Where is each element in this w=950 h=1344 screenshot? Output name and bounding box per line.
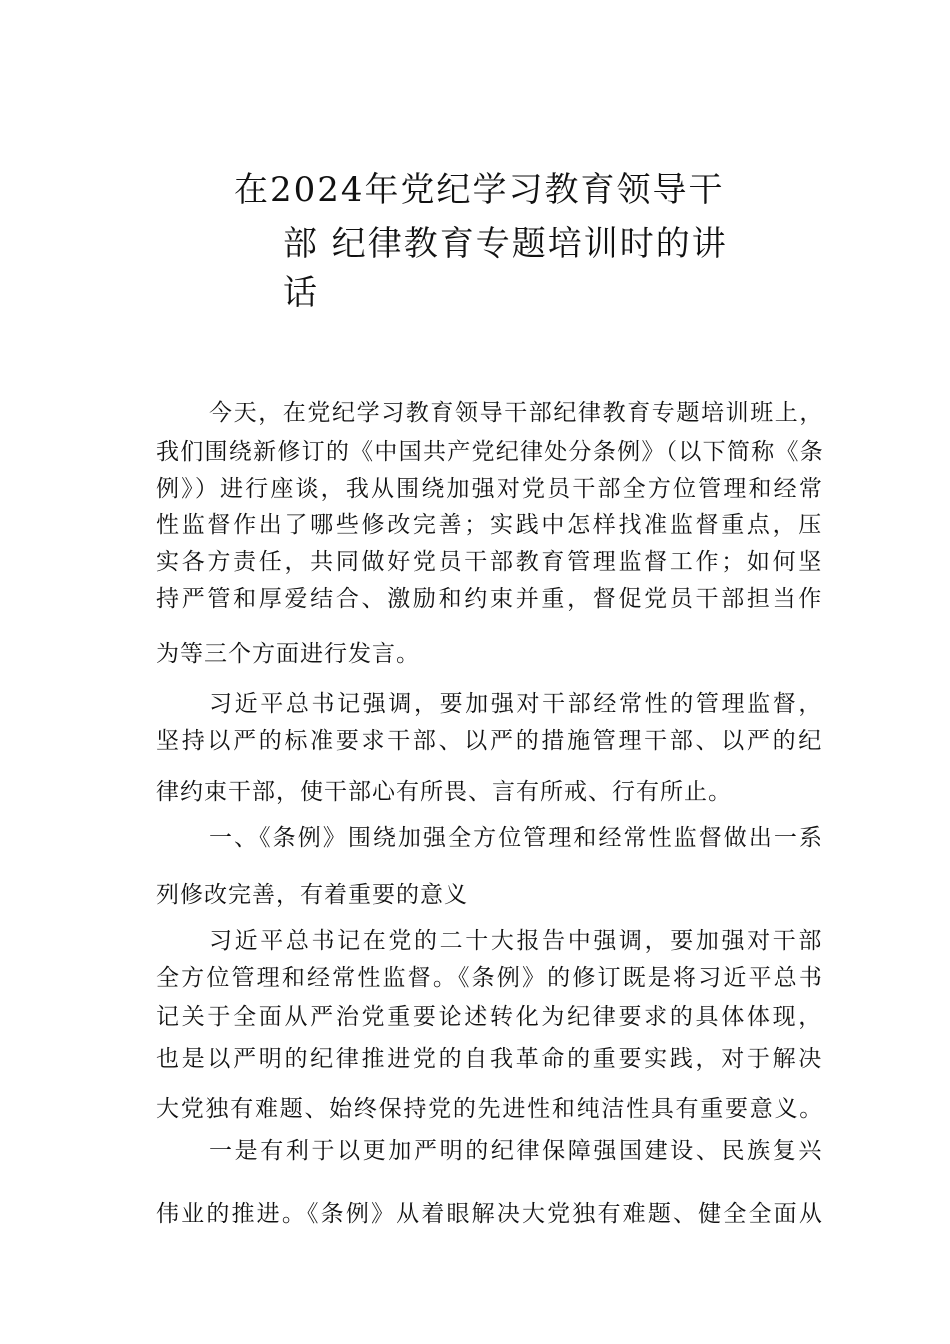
paragraph-line: 实各方责任，共同做好党员干部教育管理监督工作；如何坚 bbox=[156, 549, 824, 575]
title-line-3: 话 bbox=[283, 273, 319, 313]
paragraph-line: 持严管和厚爱结合、激励和约束并重，督促党员干部担当作 bbox=[156, 586, 824, 612]
paragraph-line: 一是有利于以更加严明的纪律保障强国建设、民族复兴 bbox=[209, 1138, 824, 1164]
paragraph-line: 伟业的推进。《条例》从着眼解决大党独有难题、健全全面从 bbox=[156, 1201, 824, 1227]
title-line-2: 部 纪律教育专题培训时的讲 bbox=[283, 224, 728, 264]
paragraph-line: 律约束干部，使干部心有所畏、言有所戒、行有所止。 bbox=[156, 779, 732, 805]
paragraph-line: 大党独有难题、始终保持党的先进性和纯洁性具有重要意义。 bbox=[156, 1096, 824, 1122]
paragraph-line: 为等三个方面进行发言。 bbox=[156, 641, 420, 667]
paragraph-line: 例》）进行座谈，我从围绕加强对党员干部全方位管理和经常 bbox=[156, 476, 824, 502]
paragraph-line: 记关于全面从严治党重要论述转化为纪律要求的具体体现， bbox=[156, 1004, 824, 1030]
paragraph-line: 也是以严明的纪律推进党的自我革命的重要实践，对于解决 bbox=[156, 1046, 824, 1072]
paragraph-line: 全方位管理和经常性监督。《条例》的修订既是将习近平总书 bbox=[156, 965, 824, 991]
paragraph-line: 习近平总书记强调，要加强对干部经常性的管理监督， bbox=[209, 691, 824, 717]
section-heading-line: 一、《条例》围绕加强全方位管理和经常性监督做出一系 bbox=[209, 825, 824, 851]
paragraph-line: 性监督作出了哪些修改完善；实践中怎样找准监督重点，压 bbox=[156, 512, 824, 538]
title-line-1: 在2024年党纪学习教育领导干 bbox=[234, 170, 725, 210]
paragraph-line: 今天，在党纪学习教育领导干部纪律教育专题培训班上， bbox=[209, 400, 824, 426]
paragraph-line: 我们围绕新修订的《中国共产党纪律处分条例》（以下简称《条 bbox=[156, 439, 824, 465]
paragraph-line: 习近平总书记在党的二十大报告中强调，要加强对干部 bbox=[209, 928, 824, 954]
paragraph-line: 坚持以严的标准要求干部、以严的措施管理干部、以严的纪 bbox=[156, 728, 824, 754]
section-heading-line: 列修改完善，有着重要的意义 bbox=[156, 882, 468, 908]
